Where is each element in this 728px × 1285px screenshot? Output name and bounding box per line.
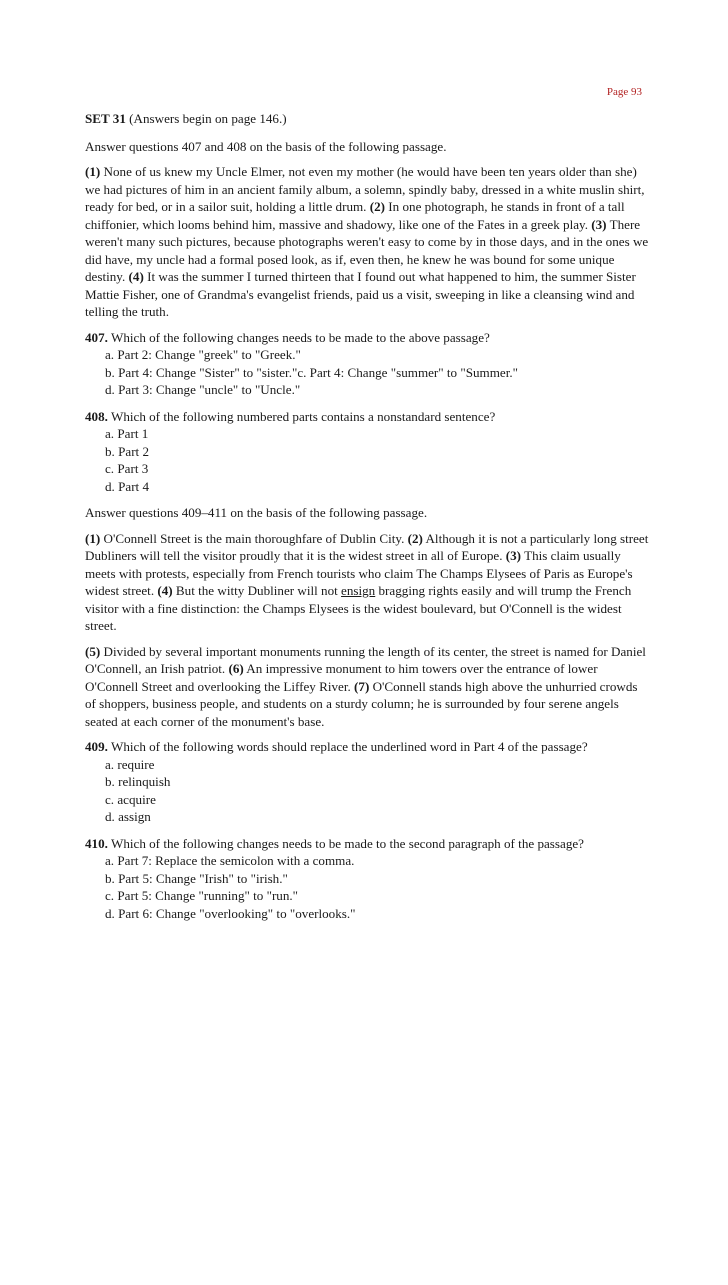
part-number: (2) [407, 530, 423, 546]
question-text: Which of the following words should replace the underlined word in Part 4 of the passage? [107, 739, 588, 754]
question-408 [85, 408, 650, 496]
intro-passage-1: Answer questions 407 and 408 on the basis of the following passage. [85, 138, 447, 154]
question-stem [85, 408, 650, 426]
question-stem [85, 835, 650, 853]
part-number: (2) [369, 199, 386, 214]
question-number: 409. [85, 739, 108, 754]
part-text: An impressive monument to him towers over the entrance of lower O'Connell Street and overlooking the Liffey River. [85, 661, 598, 694]
answer-option: a. Part 1 [105, 426, 149, 441]
answer-option: b. Part 5: Change "Irish" to "irish." [105, 870, 288, 886]
answer-option: d. Part 3: Change "uncle" to "Uncle." [105, 382, 301, 397]
part-text: Divided by several important monuments running the length of its center, the street is named for Daniel O'Connell, an Irish patriot. [85, 643, 646, 676]
part-number: (3) [591, 216, 607, 232]
question-409 [85, 738, 650, 826]
set-label: SET 31 [85, 111, 126, 126]
answer-option: c. acquire [105, 791, 156, 807]
document-body [85, 110, 650, 931]
intro-passage-2: Answer questions 409–411 on the basis of the following passage. [85, 505, 428, 520]
set-heading [85, 110, 650, 128]
answer-options [85, 346, 650, 399]
answer-option: d. assign [105, 809, 151, 824]
part-text: But the witty Dubliner will not [172, 583, 342, 598]
answer-option: c. Part 3 [105, 461, 149, 476]
question-number: 410. [85, 835, 108, 851]
question-text: Which of the following changes needs to be made to the second paragraph of the passage? [107, 835, 584, 851]
passage-1 [85, 163, 650, 321]
part-text: Although it is not a particularly long street Dubliners will tell the visitor proudly that it is the widest street in all of Europe. [85, 530, 649, 563]
question-410 [85, 835, 650, 923]
set-note: (Answers begin on page 146.) [125, 111, 287, 126]
part-number: (5) [85, 643, 101, 659]
answer-options [85, 852, 650, 922]
part-text: There weren't many such pictures, because photographs weren't easy to come by in those days, and in the ones we did have, my uncle had a formal posed look, as if, even then, he knew he was bound for some unique destiny. [85, 216, 649, 284]
answer-options [85, 425, 650, 495]
part-text: It was the summer I turned thirteen that I found out what happened to him, the summer Sister Mattie Fisher, one of Grandma's evangelist friends, paid us a visit, sweeping in like a cleansing wind and telling the truth. [85, 269, 636, 319]
part-text: bragging rights easily and will trump the French visitor with a fine distinction: the Champs Elysees is the widest boulevard, but O'Connell is the widest street. [85, 583, 632, 633]
passage-2-paragraph-1 [85, 530, 650, 635]
answer-option: a. require [105, 756, 155, 772]
answer-options [85, 756, 650, 826]
question-stem [85, 329, 650, 347]
answer-option: c. Part 5: Change "running" to "run." [105, 888, 299, 903]
part-text: O'Connell stands high above the unhurried crowds of shoppers, business people, and students on a sturdy column; he is surrounded by four serene angels seated at each corner of the monument's base. [85, 678, 638, 729]
part-number: (1) [85, 530, 101, 546]
part-text: O'Connell Street is the main thoroughfare of Dublin City. [100, 530, 408, 546]
answer-option: b. relinquish [105, 774, 171, 789]
part-text: None of us knew my Uncle Elmer, not even my mother (he would have been ten years older than she) we had pictures of him in an ancient family album, a solemn, spindly baby, dressed in a white muslin shirt, ready for bed, or in a sailor suit, holding a little drum. [85, 164, 645, 214]
question-text: Which of the following changes needs to be made to the above passage? [107, 329, 490, 345]
question-stem [85, 738, 650, 756]
answer-option: a. Part 2: Change "greek" to "Greek." [105, 347, 301, 362]
question-407 [85, 329, 650, 399]
part-number: (1) [85, 164, 101, 179]
passage-2-paragraph-2 [85, 643, 650, 731]
answer-option: b. Part 4: Change "Sister" to "sister."c. Part 4: Change "summer" to "Summer." [105, 364, 518, 380]
page-number: Page 93 [606, 86, 642, 98]
underlined-word: ensign [341, 583, 376, 598]
question-number: 407. [85, 329, 108, 345]
part-number: (4) [157, 583, 173, 598]
part-number: (3) [505, 548, 522, 563]
question-text: Which of the following numbered parts contains a nonstandard sentence? [107, 408, 496, 424]
answer-option: d. Part 6: Change "overlooking" to "overlooks." [105, 905, 356, 921]
part-number: (6) [228, 661, 244, 676]
part-text: In one photograph, he stands in front of a tall chiffonier, which looms behind him, massive and shadowy, like one of the Fates in a greek play. [85, 199, 625, 232]
part-text: This claim usually meets with protests, especially from French tourists who claim The Champs Elysees of Paris as Europe's widest street. [85, 548, 633, 598]
answer-option: b. Part 2 [105, 443, 150, 459]
answer-option: a. Part 7: Replace the semicolon with a comma. [105, 853, 355, 868]
answer-option: d. Part 4 [105, 478, 150, 494]
part-number: (7) [354, 678, 370, 694]
part-number: (4) [128, 269, 144, 284]
question-number: 408. [85, 408, 108, 424]
